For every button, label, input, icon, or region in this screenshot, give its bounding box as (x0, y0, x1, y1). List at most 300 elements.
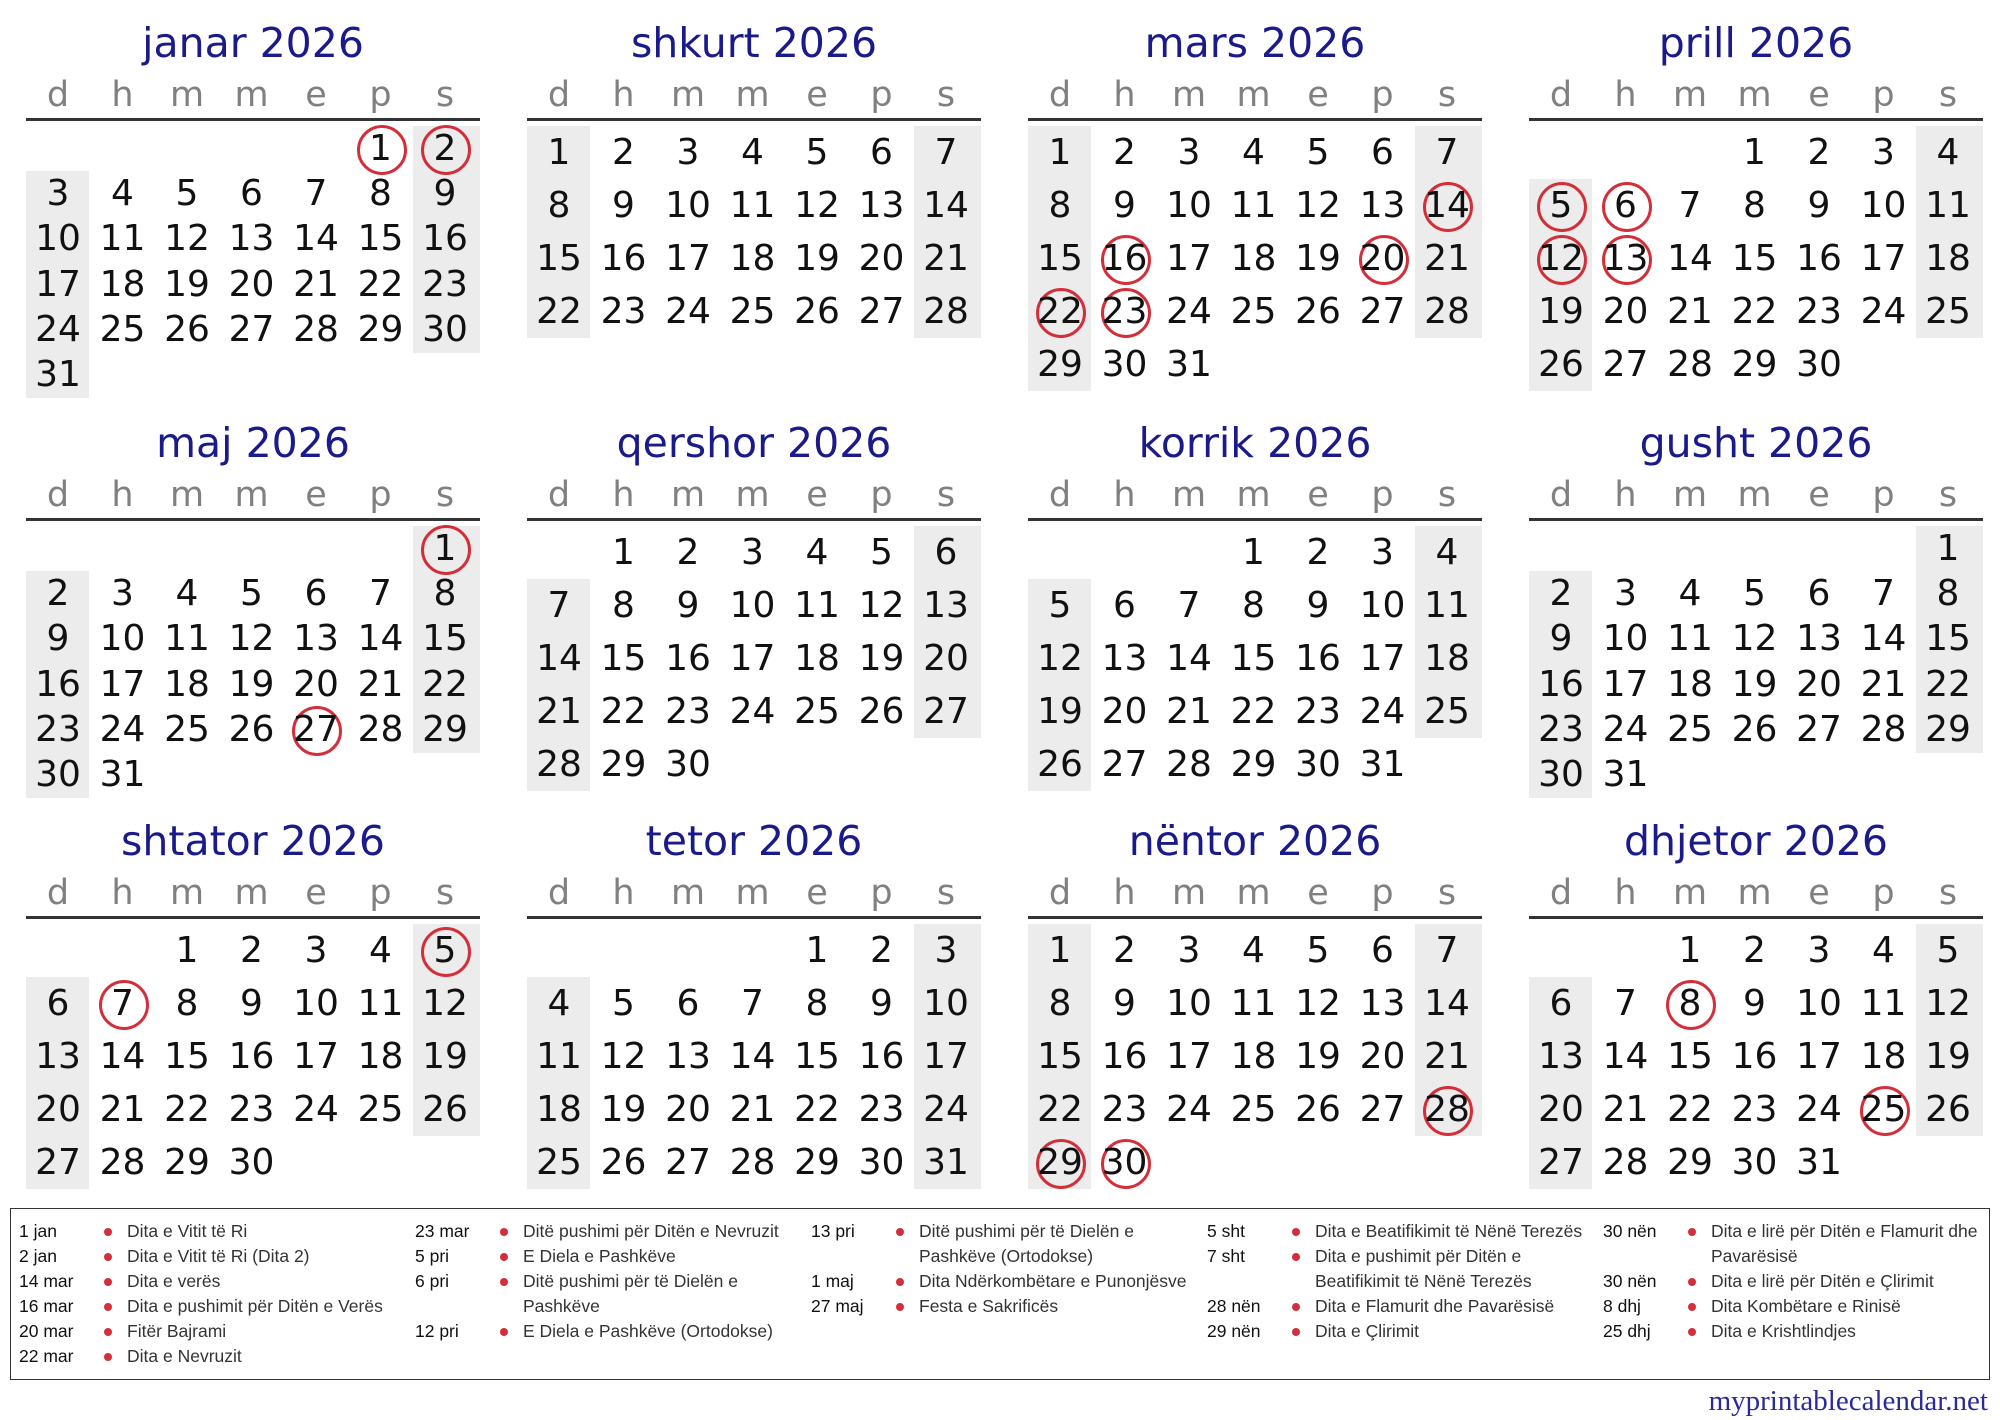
holiday-legend (10, 1208, 1990, 1380)
legend-holiday-name: Dita e Nevruzit (127, 1346, 242, 1366)
weekday-label: m (670, 475, 706, 515)
day-cell: 25 (1925, 290, 1971, 332)
bullet-icon (500, 1228, 508, 1236)
holiday-day-cell: 16 (1093, 235, 1157, 283)
day-cell: 29 (164, 1141, 210, 1183)
holiday-day-cell: 8 (1658, 980, 1722, 1028)
day-cell: 30 (422, 309, 468, 350)
bullet-icon (1688, 1328, 1696, 1336)
day-cell: 13 (858, 184, 905, 226)
weekday-label: m (1737, 475, 1772, 515)
day-cell: 5 (240, 573, 263, 614)
day-cell: 27 (1602, 343, 1649, 385)
day-cell: 13 (1538, 1035, 1584, 1077)
day-cell: 15 (794, 1035, 840, 1077)
day-cell: 13 (228, 218, 275, 260)
weekday-label: e (1808, 873, 1830, 913)
day-cell: 9 (1113, 982, 1136, 1024)
day-cell: 17 (35, 263, 81, 305)
day-cell: 5 (612, 982, 635, 1024)
header-divider (1028, 118, 1482, 121)
bullet-icon (1688, 1303, 1696, 1311)
legend-date: 27 maj (811, 1296, 864, 1316)
day-cell: 18 (99, 263, 146, 305)
day-cell: 9 (1113, 184, 1136, 226)
day-cell: 27 (858, 290, 905, 332)
day-cell: 30 (228, 1141, 275, 1183)
day-cell: 19 (228, 663, 275, 705)
weekday-label: m (1236, 75, 1271, 115)
day-cell: 24 (35, 309, 81, 350)
day-cell: 6 (1549, 982, 1573, 1024)
legend-holiday-name: Dita e Flamurit dhe Pavarësisë (1315, 1296, 1555, 1316)
header-divider (1028, 518, 1482, 521)
day-cell: 13 (1359, 982, 1406, 1024)
day-cell: 8 (805, 982, 829, 1024)
day-cell: 5 (1743, 573, 1766, 614)
weekday-label: p (1371, 75, 1394, 115)
day-cell: 3 (934, 929, 958, 971)
day-cell: 4 (741, 131, 764, 173)
bullet-icon (104, 1228, 112, 1236)
day-cell: 29 (1667, 1141, 1713, 1183)
day-cell: 7 (1678, 184, 1702, 226)
day-cell: 11 (729, 184, 776, 226)
day-cell: 28 (1424, 290, 1470, 332)
day-cell: 22 (1230, 690, 1277, 732)
weekday-header (26, 870, 480, 916)
weekday-label: m (234, 475, 269, 515)
day-cell: 2 (1113, 929, 1136, 971)
day-cell: 17 (1602, 663, 1649, 705)
month-title: dhjetor 2026 (1623, 817, 1889, 865)
weekday-label: m (234, 75, 269, 115)
day-cell: 30 (1101, 343, 1148, 385)
weekday-label: h (111, 873, 134, 913)
day-cell: 16 (1295, 637, 1341, 679)
header-divider (1529, 916, 1983, 919)
day-cell: 17 (1166, 1035, 1212, 1077)
holiday-day-cell: 30 (1093, 1139, 1157, 1187)
day-cell: 5 (175, 173, 199, 214)
day-cell: 18 (164, 663, 210, 705)
day-cell: 8 (433, 573, 457, 614)
day-cell: 14 (293, 218, 339, 260)
day-cell: 26 (1925, 1088, 1971, 1130)
day-cell: 24 (293, 1088, 339, 1130)
legend-item (1603, 1219, 1998, 1269)
day-cell: 22 (600, 690, 647, 732)
day-cell: 2 (240, 929, 263, 971)
weekday-label: e (806, 475, 828, 515)
day-cell: 11 (1424, 584, 1470, 626)
day-cell: 11 (357, 982, 404, 1024)
day-cell: 9 (676, 584, 700, 626)
day-cell: 16 (858, 1035, 905, 1077)
holiday-day-cell: 6 (1594, 182, 1658, 230)
day-cell: 5 (1306, 131, 1330, 173)
bullet-icon (104, 1353, 112, 1361)
legend-date: 5 sht (1207, 1221, 1245, 1241)
header-divider (26, 118, 480, 121)
weekday-label: m (735, 873, 770, 913)
bullet-icon (1292, 1228, 1300, 1236)
day-cell: 15 (422, 618, 468, 660)
day-cell: 4 (111, 173, 134, 214)
holiday-day-cell: 1 (349, 125, 413, 173)
weekday-label: p (870, 873, 893, 913)
weekday-label: h (1614, 475, 1637, 515)
legend-date: 23 mar (415, 1221, 470, 1241)
day-cell: 2 (1743, 929, 1766, 971)
legend-holiday-name: Dita Kombëtare e Rinisë (1711, 1296, 1901, 1316)
weekday-label: e (305, 75, 327, 115)
day-cell: 11 (1230, 184, 1277, 226)
day-cell: 1 (1242, 531, 1265, 573)
day-cell: 10 (1359, 584, 1406, 626)
day-cell: 26 (1538, 343, 1584, 385)
day-cell: 6 (304, 573, 328, 614)
day-cell: 11 (794, 584, 840, 626)
day-cell: 12 (228, 618, 275, 660)
weekday-label: m (670, 873, 706, 913)
day-cell: 1 (1048, 131, 1072, 173)
weekday-header (527, 72, 981, 118)
holiday-day-cell: 27 (284, 706, 348, 754)
day-cell: 10 (1166, 184, 1212, 226)
weekday-label: p (369, 75, 392, 115)
legend-item (1603, 1269, 1998, 1294)
day-cell: 7 (1614, 982, 1637, 1024)
day-cell: 4 (1678, 573, 1702, 614)
day-cell: 10 (99, 618, 146, 660)
day-cell: 26 (164, 309, 210, 350)
legend-item (19, 1269, 414, 1294)
day-cell: 3 (1371, 531, 1394, 573)
day-cell: 31 (1166, 343, 1212, 385)
day-cell: 23 (1538, 709, 1584, 750)
bullet-icon (1292, 1253, 1300, 1261)
day-cell: 23 (858, 1088, 905, 1130)
day-cell: 3 (1177, 929, 1201, 971)
legend-item (1207, 1319, 1602, 1344)
month-block (1028, 418, 1482, 798)
month-block (1529, 418, 1983, 798)
day-cell: 5 (870, 531, 893, 573)
weekday-label: d (547, 75, 571, 115)
day-cell: 7 (304, 173, 328, 214)
legend-date: 22 mar (19, 1346, 74, 1366)
day-cell: 3 (304, 929, 328, 971)
day-cell: 21 (729, 1088, 776, 1130)
day-cell: 1 (175, 929, 199, 971)
legend-column (415, 1219, 810, 1344)
day-cell: 7 (1435, 131, 1459, 173)
legend-holiday-name: Ditë pushimi për të Dielën e Pashkëve (Ortodokse) (919, 1221, 1134, 1266)
weekday-label: m (735, 475, 770, 515)
day-cell: 20 (665, 1088, 711, 1130)
day-cell: 12 (1295, 982, 1341, 1024)
day-cell: 1 (1678, 929, 1702, 971)
weekday-label: p (1872, 873, 1895, 913)
day-cell: 30 (1731, 1141, 1778, 1183)
day-cell: 26 (1037, 743, 1083, 785)
day-cell: 2 (1113, 131, 1136, 173)
day-cell: 28 (1602, 1141, 1649, 1183)
day-cell: 2 (1306, 531, 1330, 573)
bullet-icon (1688, 1228, 1696, 1236)
day-cell: 28 (1667, 343, 1713, 385)
day-cell: 29 (600, 743, 647, 785)
day-cell: 28 (99, 1141, 146, 1183)
weekday-label: m (670, 75, 706, 115)
legend-holiday-name: Dita e Çlirimit (1315, 1321, 1420, 1341)
bullet-icon (896, 1278, 904, 1286)
day-cell: 28 (1166, 743, 1212, 785)
legend-holiday-name: Dita e Vitit të Ri (Dita 2) (127, 1246, 310, 1266)
day-cell: 29 (794, 1141, 840, 1183)
day-cell: 14 (1166, 637, 1212, 679)
day-cell: 5 (805, 131, 829, 173)
weekday-header (26, 72, 480, 118)
day-cell: 7 (741, 982, 764, 1024)
day-cell: 13 (665, 1035, 711, 1077)
weekday-label: s (1938, 75, 1958, 115)
day-cell: 22 (1667, 1088, 1713, 1130)
day-cell: 31 (1602, 754, 1649, 796)
day-cell: 18 (1230, 1035, 1277, 1077)
day-cell: 6 (1807, 573, 1831, 614)
day-cell: 8 (612, 584, 635, 626)
weekday-label: h (612, 75, 635, 115)
day-cell: 21 (1166, 690, 1212, 732)
day-cell: 19 (164, 263, 210, 305)
day-cell: 6 (676, 982, 700, 1024)
day-cell: 29 (357, 309, 404, 350)
day-cell: 28 (536, 743, 582, 785)
day-cell: 4 (1242, 929, 1265, 971)
legend-date: 1 jan (19, 1221, 57, 1241)
month-block (1028, 18, 1482, 398)
holiday-day-cell: 28 (1415, 1086, 1479, 1134)
legend-holiday-name: Dita e Beatifikimit të Nënë Terezës (1315, 1221, 1583, 1241)
day-cell: 31 (1796, 1141, 1842, 1183)
month-title: korrik 2026 (1138, 419, 1372, 467)
legend-item (415, 1244, 810, 1269)
day-cell: 18 (729, 237, 776, 279)
day-cell: 9 (1549, 618, 1573, 660)
header-divider (26, 916, 480, 919)
weekday-header (26, 472, 480, 518)
legend-item (1603, 1294, 1998, 1319)
day-cell: 30 (665, 743, 711, 785)
weekday-label: h (1113, 75, 1136, 115)
weekday-label: s (1938, 475, 1958, 515)
day-cell: 4 (547, 982, 571, 1024)
weekday-label: d (46, 75, 70, 115)
day-cell: 27 (923, 690, 969, 732)
legend-date: 6 pri (415, 1271, 450, 1291)
holiday-day-cell: 13 (1594, 235, 1658, 283)
day-cell: 24 (1359, 690, 1406, 732)
day-cell: 2 (46, 573, 70, 614)
day-cell: 9 (1743, 982, 1766, 1024)
day-cell: 4 (369, 929, 392, 971)
day-cell: 16 (422, 218, 468, 260)
day-cell: 25 (729, 290, 776, 332)
month-title: tetor 2026 (645, 817, 863, 865)
day-cell: 27 (1359, 1088, 1406, 1130)
day-cell: 6 (240, 173, 263, 214)
legend-date: 12 pri (415, 1321, 459, 1341)
day-cell: 16 (35, 663, 81, 705)
weekday-label: s (1437, 873, 1457, 913)
month-title: shtator 2026 (121, 817, 385, 865)
header-divider (1529, 518, 1983, 521)
day-cell: 12 (1731, 618, 1778, 660)
day-cell: 19 (600, 1088, 647, 1130)
bullet-icon (1292, 1303, 1300, 1311)
legend-item (415, 1319, 810, 1344)
day-cell: 4 (1435, 531, 1459, 573)
month-block (1529, 816, 1983, 1196)
weekday-label: s (1437, 475, 1457, 515)
day-cell: 11 (164, 618, 210, 660)
legend-holiday-name: E Diela e Pashkëve (Ortodokse) (523, 1321, 773, 1341)
weekday-label: h (111, 75, 134, 115)
day-cell: 5 (1306, 929, 1330, 971)
day-cell: 21 (1860, 663, 1907, 705)
holiday-day-cell: 22 (1028, 288, 1092, 336)
legend-date: 30 nën (1603, 1221, 1657, 1241)
weekday-label: s (936, 873, 956, 913)
legend-date: 14 mar (19, 1271, 74, 1291)
weekday-label: m (1171, 75, 1207, 115)
day-cell: 7 (1177, 584, 1201, 626)
weekday-label: m (1672, 475, 1708, 515)
day-cell: 17 (1359, 637, 1406, 679)
legend-item (19, 1344, 414, 1369)
legend-holiday-name: Dita e lirë për Ditën e Çlirimit (1711, 1271, 1934, 1291)
weekday-label: e (1307, 75, 1329, 115)
legend-column (1603, 1219, 1998, 1344)
day-cell: 9 (1807, 184, 1831, 226)
day-cell: 14 (1667, 237, 1713, 279)
day-cell: 20 (1101, 690, 1148, 732)
weekday-label: d (1048, 75, 1072, 115)
day-cell: 22 (536, 290, 582, 332)
legend-holiday-name: Ditë pushimi për të Dielën e Pashkëve (523, 1271, 738, 1316)
weekday-label: m (169, 75, 205, 115)
bullet-icon (104, 1253, 112, 1261)
day-cell: 8 (175, 982, 199, 1024)
day-cell: 3 (46, 173, 70, 214)
day-cell: 27 (1359, 290, 1406, 332)
day-cell: 1 (805, 929, 829, 971)
day-cell: 9 (433, 173, 457, 214)
bullet-icon (1292, 1328, 1300, 1336)
day-cell: 17 (1796, 1035, 1842, 1077)
day-cell: 7 (934, 131, 958, 173)
weekday-label: p (1872, 75, 1895, 115)
legend-holiday-name: Dita e lirë për Ditën e Flamurit dhe Pavarësisë (1711, 1221, 1978, 1266)
bullet-icon (500, 1253, 508, 1261)
month-title: prill 2026 (1658, 19, 1854, 67)
header-divider (527, 118, 981, 121)
weekday-label: m (1236, 475, 1271, 515)
weekday-label: m (234, 873, 269, 913)
day-cell: 21 (293, 263, 339, 305)
day-cell: 25 (357, 1088, 404, 1130)
legend-date: 28 nën (1207, 1296, 1261, 1316)
day-cell: 11 (1230, 982, 1277, 1024)
day-cell: 23 (422, 263, 468, 305)
holiday-day-cell: 1 (413, 525, 477, 573)
day-cell: 6 (934, 531, 958, 573)
day-cell: 8 (547, 184, 571, 226)
day-cell: 12 (858, 584, 905, 626)
day-cell: 28 (729, 1141, 776, 1183)
legend-item (1207, 1219, 1602, 1244)
day-cell: 1 (1048, 929, 1072, 971)
legend-holiday-name: Ditë pushimi për Ditën e Nevruzit (523, 1221, 779, 1241)
day-cell: 14 (1860, 618, 1907, 660)
day-cell: 17 (99, 663, 146, 705)
day-cell: 21 (1602, 1088, 1649, 1130)
month-block (26, 18, 480, 398)
day-cell: 13 (923, 584, 969, 626)
weekday-label: h (111, 475, 134, 515)
weekday-label: p (1371, 475, 1394, 515)
day-cell: 3 (111, 573, 134, 614)
legend-holiday-name: Dita e pushimit për Ditën e Verës (127, 1296, 383, 1316)
weekday-label: p (870, 75, 893, 115)
day-cell: 21 (1667, 290, 1713, 332)
day-cell: 16 (600, 237, 647, 279)
day-cell: 9 (46, 618, 70, 660)
day-cell: 20 (1796, 663, 1842, 705)
day-cell: 24 (1602, 709, 1649, 750)
day-cell: 28 (923, 290, 969, 332)
day-cell: 29 (1731, 343, 1778, 385)
day-cell: 19 (1925, 1035, 1971, 1077)
holiday-day-cell: 2 (413, 125, 477, 173)
weekday-label: h (1614, 873, 1637, 913)
holiday-day-cell: 14 (1415, 182, 1479, 230)
legend-holiday-name: Dita e Vitit të Ri (127, 1221, 248, 1241)
weekday-header (1529, 472, 1983, 518)
legend-item (19, 1244, 414, 1269)
month-block (26, 418, 480, 798)
holiday-day-cell: 12 (1529, 235, 1593, 283)
site-url[interactable]: myprintablecalendar.net (1708, 1385, 1988, 1417)
day-cell: 15 (1037, 237, 1083, 279)
day-cell: 20 (1602, 290, 1649, 332)
day-cell: 9 (612, 184, 635, 226)
day-cell: 31 (99, 754, 146, 796)
weekday-label: m (1236, 873, 1271, 913)
month-block (1028, 816, 1482, 1196)
bullet-icon (896, 1303, 904, 1311)
weekday-label: h (1614, 75, 1637, 115)
holiday-day-cell: 5 (1529, 182, 1593, 230)
day-cell: 8 (1048, 184, 1072, 226)
holiday-day-cell: 23 (1093, 288, 1157, 336)
day-cell: 15 (1230, 637, 1277, 679)
day-cell: 18 (1230, 237, 1277, 279)
weekday-label: e (1808, 75, 1830, 115)
day-cell: 18 (1667, 663, 1713, 705)
